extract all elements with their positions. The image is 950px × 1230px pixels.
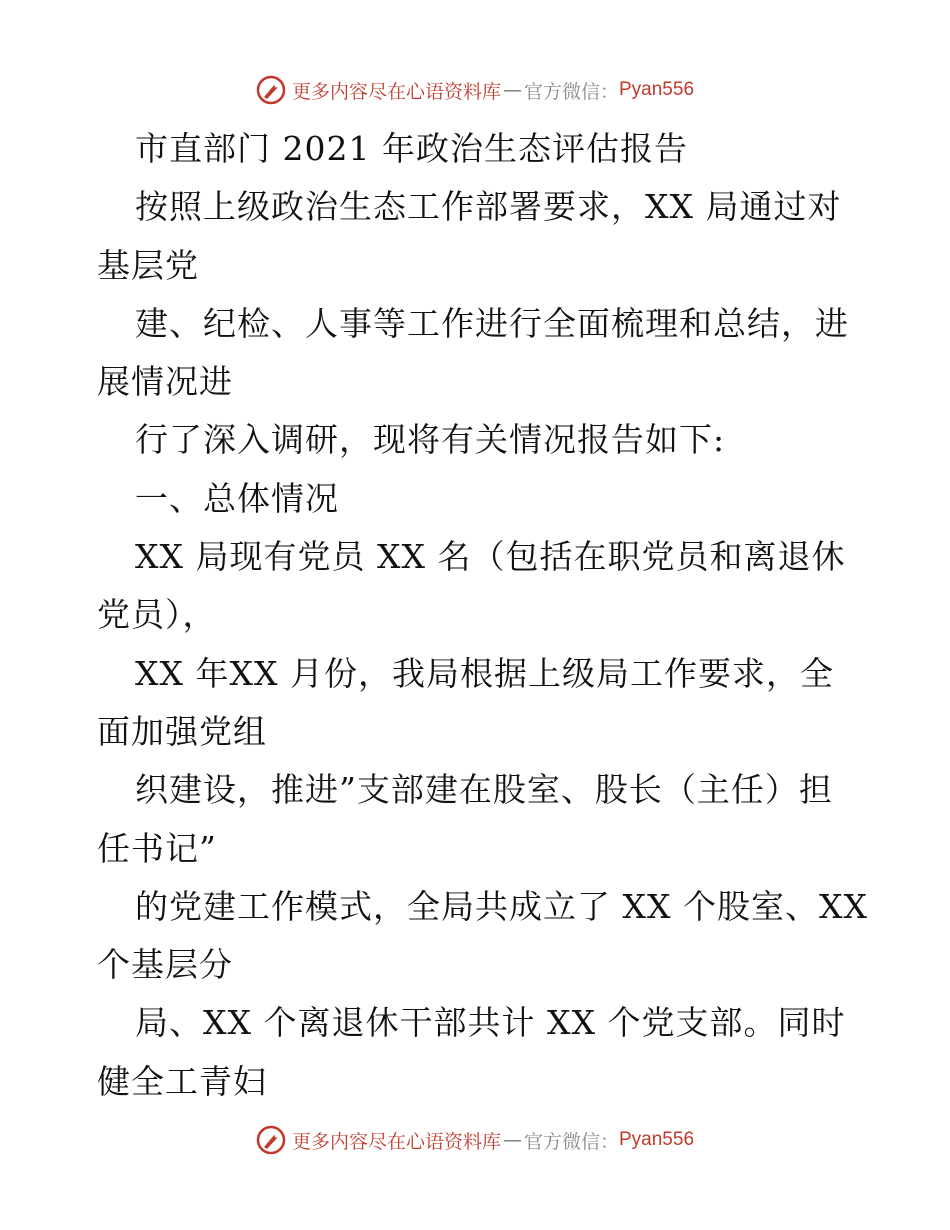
paragraph-line: 行了深入调研，现将有关情况报告如下: — [135, 420, 726, 460]
paragraph-line: 任书记” — [97, 828, 217, 868]
paragraph-line: 党员）， — [97, 595, 217, 635]
document-body — [97, 120, 867, 1111]
paragraph-line: XX 局现有党员 XX 名（包括在职党员和离退休 — [135, 537, 846, 577]
watermark-label: 官方微信： — [523, 80, 619, 103]
paragraph-line: 健全工青妇 — [97, 1061, 267, 1101]
watermark-text: 更多内容尽在心语资料库 — [291, 1130, 501, 1153]
watermark-label: 官方微信： — [523, 1130, 619, 1153]
pen-nib-logo-icon — [256, 1125, 286, 1155]
document-title: 市直部门 2021 年政治生态评估报告 — [135, 129, 688, 168]
paragraph-line: 个基层分 — [97, 945, 233, 985]
watermark-dash: — — [502, 79, 522, 101]
paragraph-line: 展情况进 — [97, 362, 233, 402]
watermark-text: 更多内容尽在心语资料库 — [291, 80, 501, 103]
paragraph-line: XX 年XX 月份，我局根据上级局工作要求，全 — [135, 653, 834, 693]
paragraph-line: 基层党 — [97, 245, 199, 285]
watermark-id: Pyan556 — [619, 1129, 695, 1150]
paragraph-line: 局、XX 个离退休干部共计 XX 个党支部。同时 — [135, 1003, 846, 1043]
section-heading: 一、总体情况 — [135, 478, 339, 518]
footer-watermark — [0, 1120, 950, 1160]
pen-nib-logo-icon — [256, 75, 286, 105]
header-watermark — [0, 70, 950, 110]
watermark-id: Pyan556 — [619, 79, 695, 100]
paragraph-line: 按照上级政治生态工作部署要求，XX 局通过对 — [135, 187, 842, 227]
paragraph-line: 织建设，推进”支部建在股室、股长（主任）担 — [135, 770, 833, 810]
paragraph-line: 面加强党组 — [97, 711, 267, 751]
paragraph-line: 的党建工作模式，全局共成立了 XX 个股室、XX — [135, 886, 868, 926]
watermark-dash: — — [502, 1129, 522, 1151]
paragraph-line: 建、纪检、人事等工作进行全面梳理和总结，进 — [135, 303, 849, 343]
